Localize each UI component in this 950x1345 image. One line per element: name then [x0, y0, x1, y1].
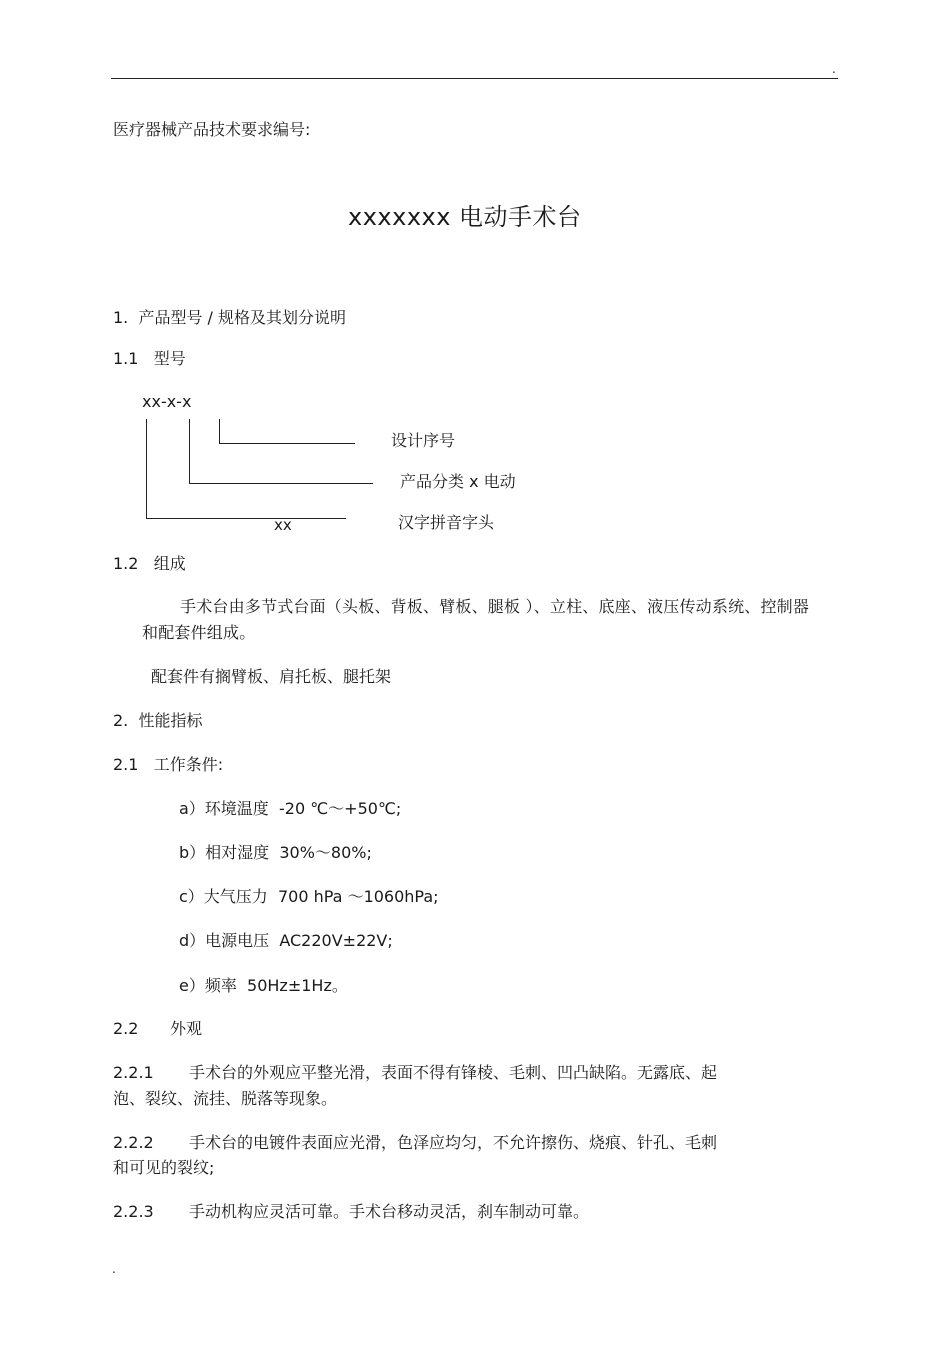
label-design-number: 设计序号	[391, 431, 456, 450]
label-xx: xx	[274, 516, 292, 534]
condition-item	[179, 887, 439, 907]
condition-key: e）频率	[179, 976, 237, 995]
section-number: 1.1	[113, 349, 139, 368]
diagram-line	[219, 419, 220, 444]
condition-key: b）相对湿度	[179, 843, 270, 862]
page-title: xxxxxxx 电动手术台	[348, 203, 582, 231]
composition-paragraph: 手术台由多节式台面（头板、背板、臂板、腿板 ）、立柱、底座、液压传动系统、控制器和配套件组成。	[142, 597, 810, 642]
clause-text: 手术台的外观应平整光滑，表面不得有锋棱、毛刺、凹凸缺陷。无露底、起	[189, 1063, 718, 1082]
section-1-2-heading	[113, 554, 186, 574]
section-title: 外观	[170, 1019, 203, 1038]
condition-value: -20 ℃～+50℃;	[278, 799, 402, 818]
condition-item	[179, 931, 393, 951]
condition-value: 30%～80%;	[279, 843, 372, 862]
clause-number: 2.2.2	[113, 1133, 154, 1152]
label-pinyin: 汉字拼音字头	[398, 513, 495, 532]
diagram-line	[189, 483, 373, 484]
condition-item	[179, 976, 348, 996]
diagram-line	[189, 419, 190, 484]
header-dot: .	[832, 62, 836, 76]
condition-value: 700 hPa ～1060hPa;	[277, 887, 439, 906]
section-title: 组成	[153, 554, 186, 573]
clause-text: 手动机构应灵活可靠。手术台移动灵活，刹车制动可靠。	[189, 1202, 590, 1221]
label-product-category: 产品分类 x 电动	[400, 472, 516, 491]
section-title: 型号	[153, 349, 186, 368]
condition-key: a）环境温度	[179, 799, 269, 818]
clause-text: 泡、裂纹、流挂、脱落等现象。	[113, 1089, 338, 1108]
section-1-heading	[113, 308, 346, 328]
section-title: 工作条件:	[153, 755, 224, 774]
section-2-heading	[113, 711, 202, 731]
condition-item	[179, 799, 401, 819]
section-title: 性能指标	[138, 711, 203, 730]
doc-number-label: 医疗器械产品技术要求编号:	[113, 120, 311, 139]
clause-number: 2.2.3	[113, 1202, 154, 1221]
diagram-line	[219, 443, 355, 444]
section-number: 2.1	[113, 755, 139, 774]
section-1-1-heading	[113, 349, 186, 369]
header-rule	[111, 78, 838, 79]
section-title: 产品型号 / 规格及其划分说明	[138, 308, 347, 327]
section-number: 1.	[113, 308, 129, 327]
diagram-line	[146, 419, 147, 519]
condition-item	[179, 843, 372, 863]
clause-text: 和可见的裂纹;	[113, 1158, 215, 1177]
footer-dot: .	[112, 1262, 116, 1276]
condition-key: c）大气压力	[179, 887, 268, 906]
section-2-2-heading	[113, 1019, 138, 1039]
section-number: 2.	[113, 711, 129, 730]
accessories-text: 配套件有搁臂板、肩托板、腿托架	[151, 667, 392, 686]
clause-number: 2.2.1	[113, 1063, 154, 1082]
section-number: 2.2	[113, 1019, 139, 1038]
clause-text: 手术台的电镀件表面应光滑，色泽应均匀，不允许擦伤、烧痕、针孔、毛刺	[189, 1133, 718, 1152]
section-2-1-heading	[113, 755, 223, 775]
section-number: 1.2	[113, 554, 139, 573]
model-code: xx-x-x	[142, 392, 192, 411]
condition-key: d）电源电压	[179, 931, 270, 950]
diagram-line	[146, 518, 346, 519]
condition-value: 50Hz±1Hz。	[247, 976, 348, 995]
condition-value: AC220V±22V;	[279, 931, 393, 950]
